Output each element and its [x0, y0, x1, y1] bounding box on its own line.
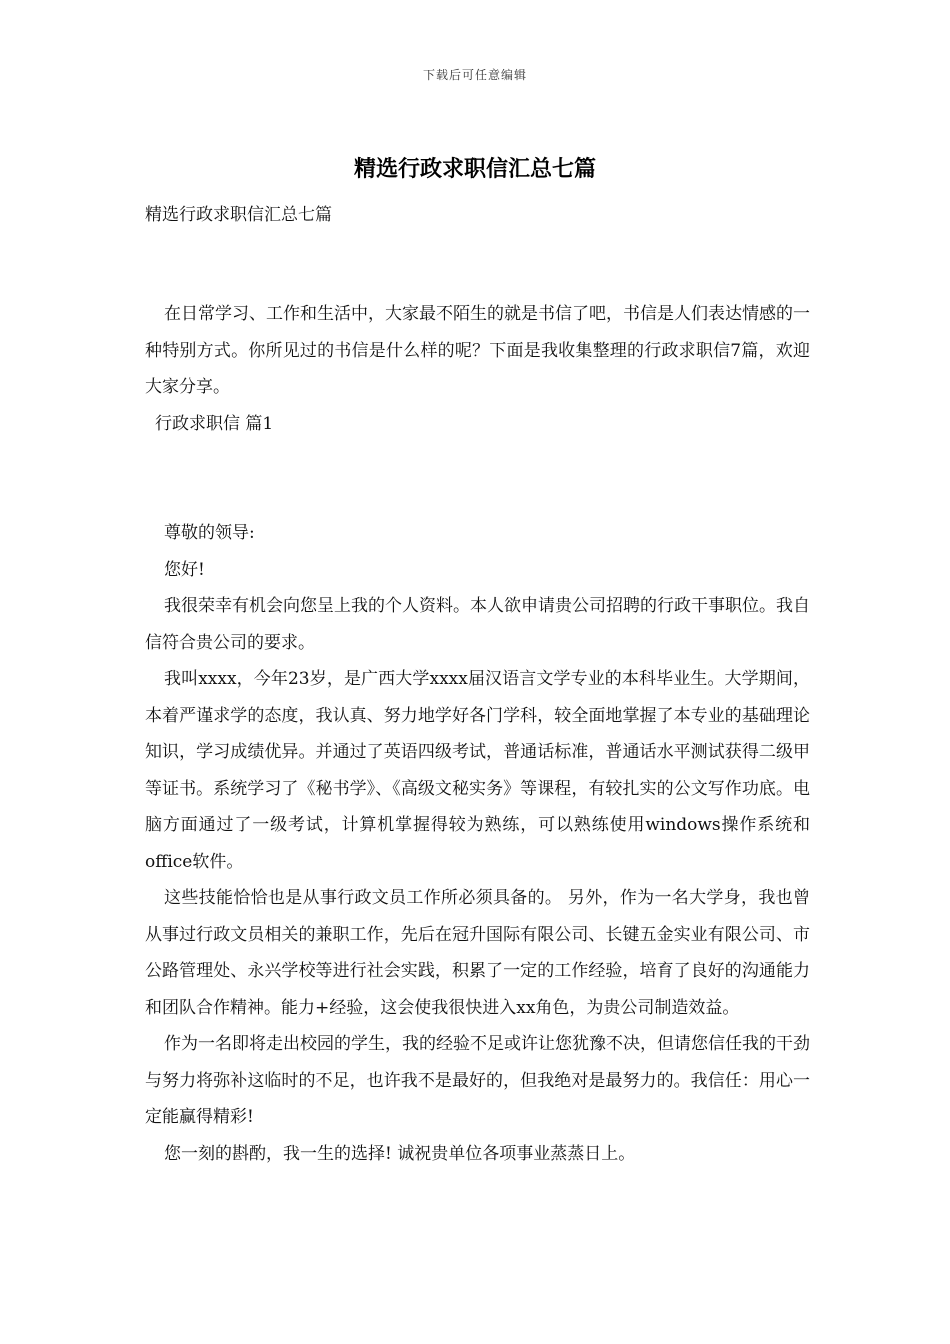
document-title: 精选行政求职信汇总七篇 — [353, 156, 596, 182]
letter-paragraph: 我很荣幸有机会向您呈上我的个人资料。本人欲申请贵公司招聘的行政干事职位。我自信符合贵公司的要求。 — [145, 596, 810, 653]
letter-paragraph: 作为一名即将走出校园的学生，我的经验不足或许让您犹豫不决，但请您信任我的干劲与努力将弥补这临时的不足，也许我不是最好的，但我绝对是最努力的。我信任：用心一定能赢得精彩! — [145, 1034, 810, 1127]
document-subtitle: 精选行政求职信汇总七篇 — [145, 205, 332, 225]
section-spacer — [145, 442, 810, 515]
letter-greeting: 您好! — [164, 559, 205, 580]
section-heading: 行政求职信 篇1 — [155, 413, 274, 434]
letter-paragraph: 您一刻的斟酌，我一生的选择! 诚祝贵单位各项事业蒸蒸日上。 — [164, 1143, 636, 1164]
intro-paragraph: 在日常学习、工作和生活中，大家最不陌生的就是书信了吧，书信是人们表达情感的一种特别方式。你所见过的书信是什么样的呢？下面是我收集整理的行政求职信7篇，欢迎大家分享。 — [145, 304, 810, 397]
document-body — [145, 296, 810, 1172]
header-note: 下载后可任意编辑 — [422, 68, 527, 82]
letter-paragraph: 这些技能恰恰也是从事行政文员工作所必须具备的。 另外，作为一名大学身，我也曾从事过行政文员相关的兼职工作，先后在冠升国际有限公司、长键五金实业有限公司、市公路管理处、永兴学校等进行社会实践，积累了一定的工作经验，培育了良好的沟通能力和团队合作精神。能力+经验，这会使我很快进入xx角色，为贵公司制造效益。 — [145, 888, 810, 1018]
letter-salutation: 尊敬的领导: — [164, 523, 255, 543]
letter-paragraph: 我叫xxxx，今年23岁，是广西大学xxxx届汉语言文学专业的本科毕业生。大学期间，本着严谨求学的态度，我认真、努力地学好各门学科，较全面地掌握了本专业的基础理论知识，学习成绩优异。并通过了英语四级考试，普通话标准，普通话水平测试获得二级甲等证书。系统学习了《秘书学》、《高级文秘实务》等课程，有较扎实的公文写作功底。电脑方面通过了一级考试，计算机掌握得较为熟练，可以熟练使用windows操作系统和office软件。 — [145, 669, 810, 872]
